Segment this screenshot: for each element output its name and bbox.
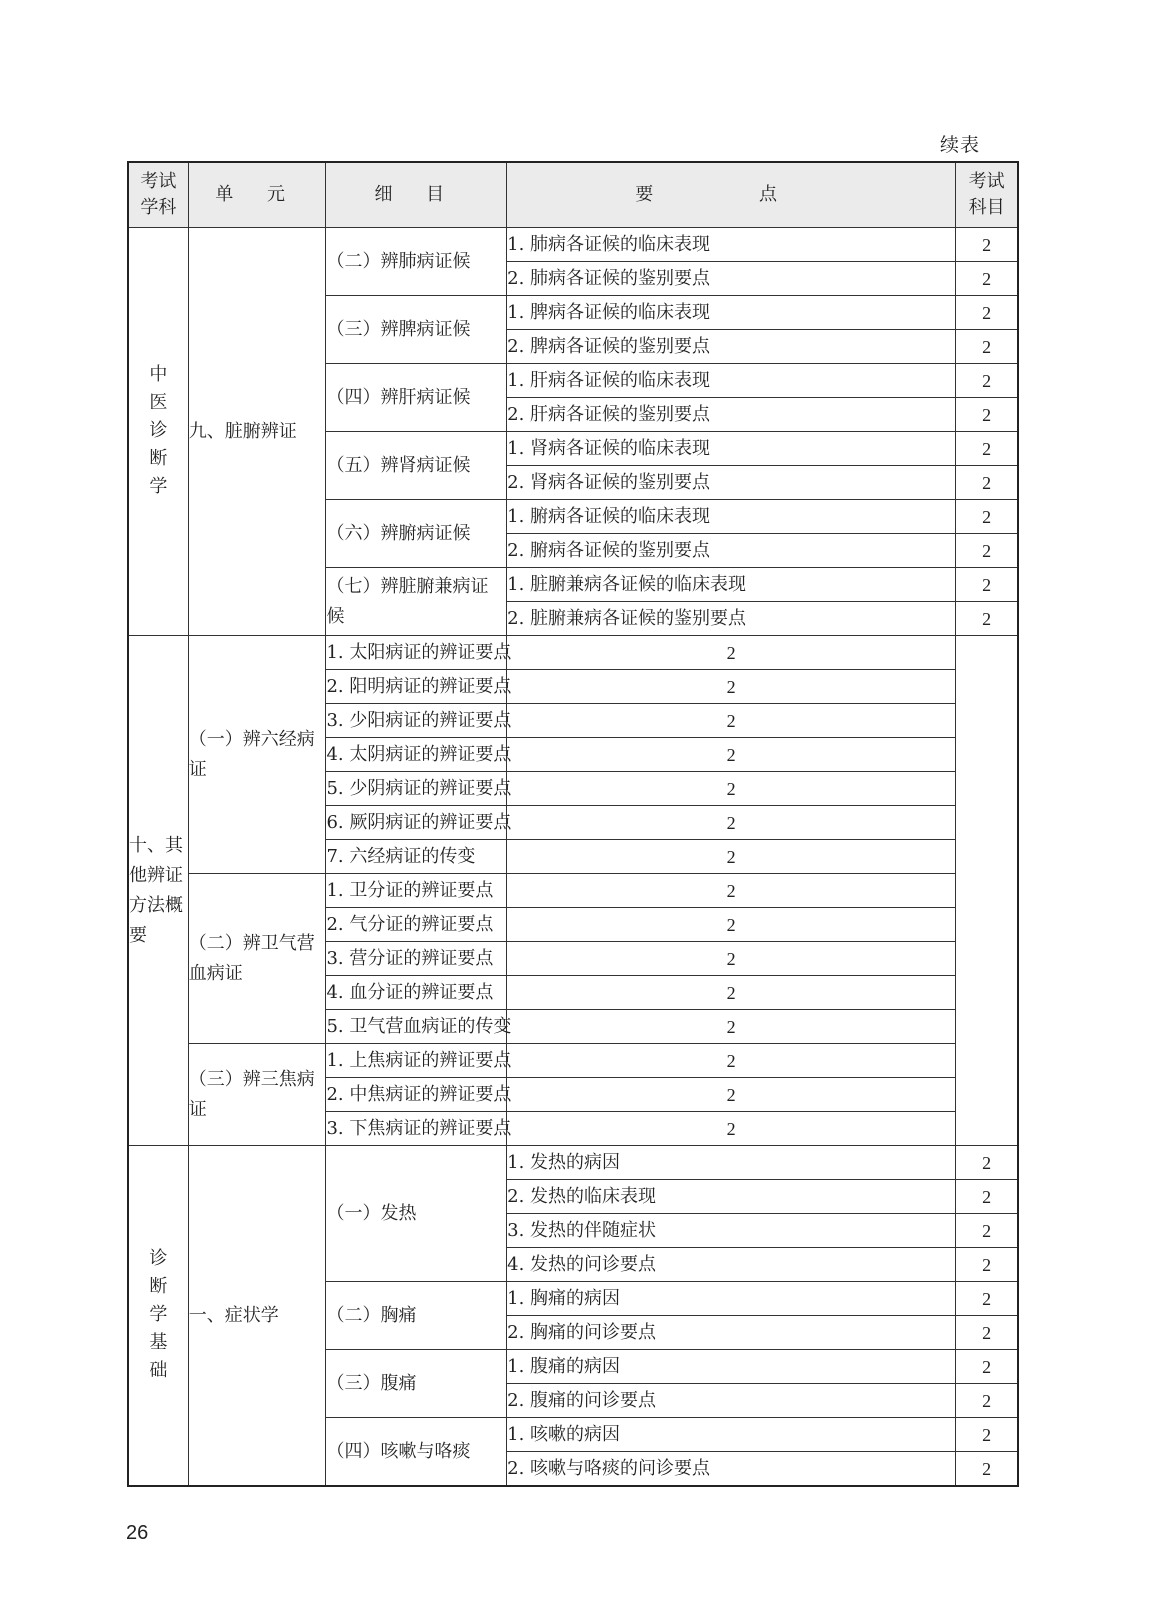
point-cell: 1. 发热的病因: [507, 1146, 956, 1180]
detail-cell: （五）辨肾病证候: [326, 432, 507, 500]
level-cell: 2: [956, 330, 1018, 364]
header-points: 要 点: [507, 162, 956, 228]
point-cell: 3. 营分证的辨证要点: [326, 942, 507, 976]
continued-label: 续表: [940, 134, 981, 156]
level-cell: 2: [507, 1112, 956, 1146]
subject-cell: [128, 1146, 188, 1487]
point-cell: 4. 发热的问诊要点: [507, 1248, 956, 1282]
header-subject: 考试学科: [128, 162, 188, 228]
table-row: [128, 874, 1018, 908]
point-cell: 2. 腹痛的问诊要点: [507, 1384, 956, 1418]
detail-cell: （七）辨脏腑兼病证候: [326, 568, 507, 636]
header-row: [128, 162, 1018, 228]
detail-cell: （三）辨三焦病证: [188, 1044, 326, 1146]
point-cell: 2. 腑病各证候的鉴别要点: [507, 534, 956, 568]
point-cell: 1. 腹痛的病因: [507, 1350, 956, 1384]
point-cell: 2. 脾病各证候的鉴别要点: [507, 330, 956, 364]
header-unit: 单 元: [188, 162, 326, 228]
point-cell: 1. 肾病各证候的临床表现: [507, 432, 956, 466]
point-cell: 2. 阳明病证的辨证要点: [326, 670, 507, 704]
level-cell: 2: [507, 636, 956, 670]
level-cell: 2: [956, 602, 1018, 636]
level-cell: 2: [507, 1044, 956, 1078]
point-cell: 2. 发热的临床表现: [507, 1180, 956, 1214]
detail-cell: （二）辨肺病证候: [326, 228, 507, 296]
level-cell: 2: [956, 568, 1018, 602]
level-cell: 2: [956, 1418, 1018, 1452]
point-cell: 4. 太阴病证的辨证要点: [326, 738, 507, 772]
level-cell: 2: [956, 1180, 1018, 1214]
header-detail: 细 目: [326, 162, 507, 228]
level-cell: 2: [507, 874, 956, 908]
level-cell: 2: [956, 262, 1018, 296]
detail-cell: （二）胸痛: [326, 1282, 507, 1350]
detail-cell: （四）辨肝病证候: [326, 364, 507, 432]
point-cell: 1. 腑病各证候的临床表现: [507, 500, 956, 534]
level-cell: 2: [956, 1146, 1018, 1180]
point-cell: 2. 气分证的辨证要点: [326, 908, 507, 942]
subject-text: 诊断学基础: [149, 1248, 168, 1381]
level-cell: 2: [956, 1452, 1018, 1487]
syllabus-table: [127, 161, 1019, 1487]
point-cell: 5. 少阴病证的辨证要点: [326, 772, 507, 806]
level-cell: 2: [956, 1214, 1018, 1248]
level-cell: 2: [507, 942, 956, 976]
level-cell: 2: [507, 1078, 956, 1112]
point-cell: 3. 少阳病证的辨证要点: [326, 704, 507, 738]
detail-cell: （六）辨腑病证候: [326, 500, 507, 568]
point-cell: 6. 厥阴病证的辨证要点: [326, 806, 507, 840]
unit-cell: 九、脏腑辨证: [188, 228, 326, 636]
level-cell: 2: [956, 1316, 1018, 1350]
level-cell: 2: [507, 806, 956, 840]
point-cell: 1. 太阳病证的辨证要点: [326, 636, 507, 670]
point-cell: 2. 咳嗽与咯痰的问诊要点: [507, 1452, 956, 1487]
table-row: [128, 1044, 1018, 1078]
level-cell: 2: [956, 1384, 1018, 1418]
table-row: [128, 228, 1018, 262]
point-cell: 2. 胸痛的问诊要点: [507, 1316, 956, 1350]
unit-cell: 一、症状学: [188, 1146, 326, 1487]
page-number: 26: [126, 1522, 149, 1544]
level-cell: 2: [507, 738, 956, 772]
detail-cell: （一）辨六经病证: [188, 636, 326, 874]
level-cell: 2: [956, 228, 1018, 262]
point-cell: 4. 血分证的辨证要点: [326, 976, 507, 1010]
level-cell: 2: [507, 1010, 956, 1044]
point-cell: 1. 肝病各证候的临床表现: [507, 364, 956, 398]
level-cell: 2: [956, 1248, 1018, 1282]
point-cell: 3. 下焦病证的辨证要点: [326, 1112, 507, 1146]
point-cell: 2. 肝病各证候的鉴别要点: [507, 398, 956, 432]
subject-text: 中医诊断学: [149, 364, 168, 497]
detail-cell: （三）辨脾病证候: [326, 296, 507, 364]
point-cell: 1. 肺病各证候的临床表现: [507, 228, 956, 262]
point-cell: 1. 脾病各证候的临床表现: [507, 296, 956, 330]
level-cell: 2: [956, 296, 1018, 330]
detail-cell: （一）发热: [326, 1146, 507, 1282]
point-cell: 1. 上焦病证的辨证要点: [326, 1044, 507, 1078]
point-cell: 1. 脏腑兼病各证候的临床表现: [507, 568, 956, 602]
point-cell: 1. 卫分证的辨证要点: [326, 874, 507, 908]
level-cell: 2: [956, 1350, 1018, 1384]
detail-cell: （二）辨卫气营血病证: [188, 874, 326, 1044]
level-cell: 2: [507, 908, 956, 942]
level-cell: 2: [956, 534, 1018, 568]
level-cell: 2: [507, 772, 956, 806]
header-level: 考试科目: [956, 162, 1018, 228]
level-cell: 2: [956, 500, 1018, 534]
level-cell: 2: [956, 364, 1018, 398]
detail-cell: （四）咳嗽与咯痰: [326, 1418, 507, 1487]
level-cell: 2: [956, 432, 1018, 466]
point-cell: 1. 咳嗽的病因: [507, 1418, 956, 1452]
level-cell: 2: [507, 670, 956, 704]
point-cell: 1. 胸痛的病因: [507, 1282, 956, 1316]
level-cell: 2: [507, 704, 956, 738]
table-row: [128, 636, 1018, 670]
table-body: [128, 228, 1018, 1487]
subject-cell: [128, 228, 188, 636]
point-cell: 3. 发热的伴随症状: [507, 1214, 956, 1248]
point-cell: 7. 六经病证的传变: [326, 840, 507, 874]
point-cell: 2. 肾病各证候的鉴别要点: [507, 466, 956, 500]
point-cell: 2. 中焦病证的辨证要点: [326, 1078, 507, 1112]
unit-cell: 十、其他辨证方法概要: [128, 636, 188, 1146]
level-cell: 2: [507, 976, 956, 1010]
point-cell: 5. 卫气营血病证的传变: [326, 1010, 507, 1044]
point-cell: 2. 肺病各证候的鉴别要点: [507, 262, 956, 296]
detail-cell: （三）腹痛: [326, 1350, 507, 1418]
table-row: [128, 1146, 1018, 1180]
level-cell: 2: [507, 840, 956, 874]
point-cell: 2. 脏腑兼病各证候的鉴别要点: [507, 602, 956, 636]
level-cell: 2: [956, 1282, 1018, 1316]
level-cell: 2: [956, 398, 1018, 432]
level-cell: 2: [956, 466, 1018, 500]
